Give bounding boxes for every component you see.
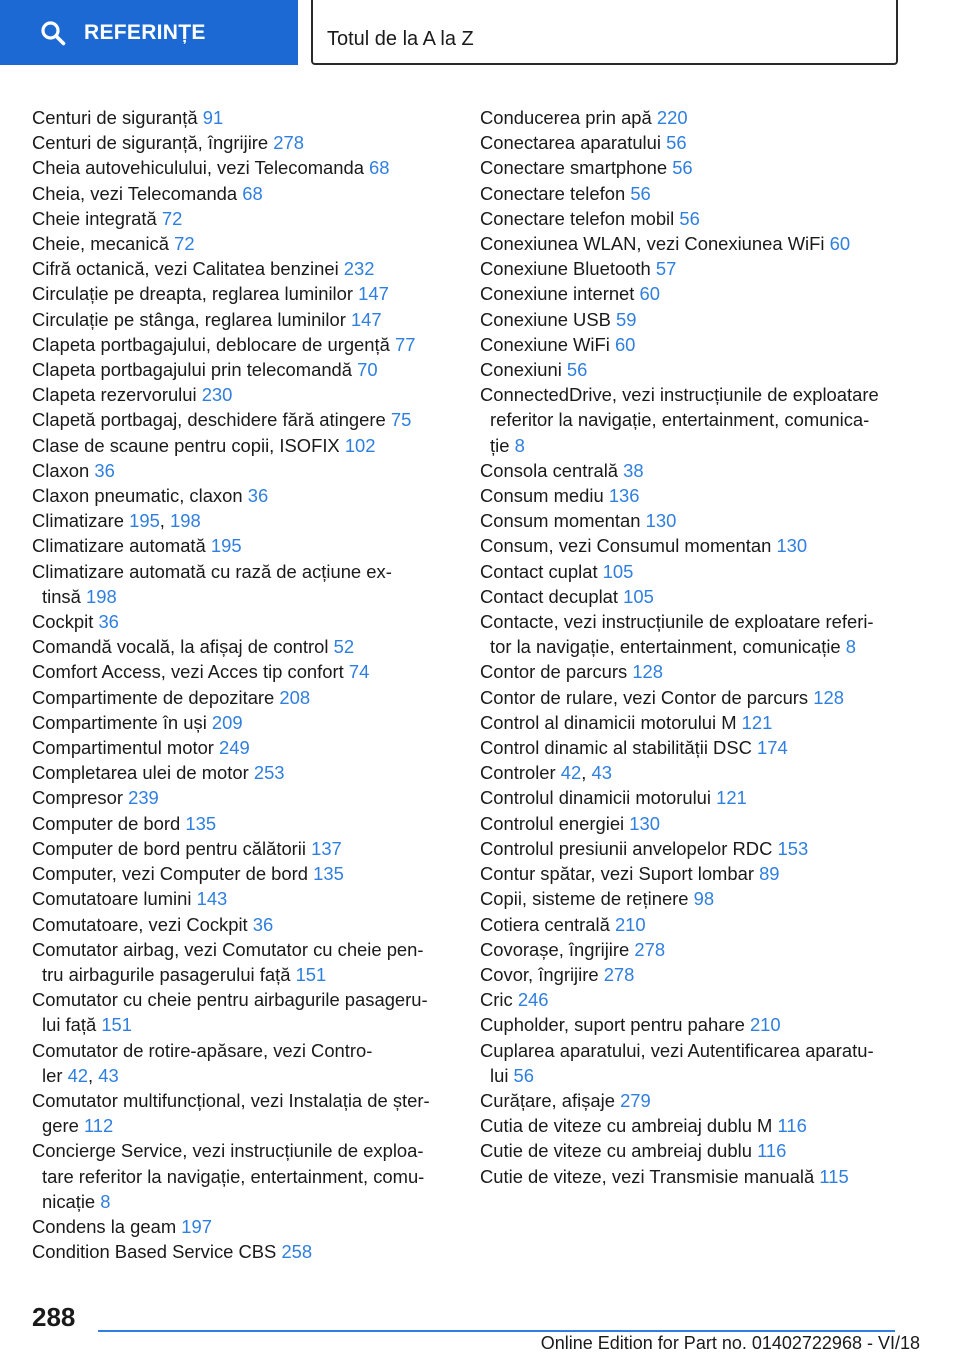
page-link[interactable]: 60	[639, 283, 660, 305]
page-link[interactable]: 130	[629, 812, 660, 834]
index-entry	[480, 1138, 900, 1163]
index-entry	[32, 861, 452, 886]
index-entry-continuation	[42, 1113, 452, 1138]
index-entry-term: Comutatoare lumini	[32, 888, 192, 910]
index-entry-term: Climatizare automată cu rază de acțiune ex-	[32, 560, 392, 582]
index-entry-term: Consum momentan	[480, 510, 641, 532]
index-entry-term: Comandă vocală, la afișaj de control	[32, 636, 329, 658]
index-entry-term: Contur spătar, vezi Suport lombar	[480, 863, 754, 885]
index-entry-term: Compartimentul motor	[32, 737, 214, 759]
index-entry	[32, 609, 452, 634]
footer-divider	[98, 1330, 895, 1332]
page-link[interactable]: 72	[174, 233, 195, 255]
index-entry-term: Consum, vezi Consumul momentan	[480, 535, 772, 557]
index-entry-term: Compartimente de depozitare	[32, 686, 275, 708]
page-link[interactable]: 105	[602, 560, 634, 582]
index-entry-term: Clase de scaune pentru copii, ISOFIX	[32, 434, 340, 456]
page-link[interactable]: 8	[100, 1190, 111, 1212]
page-link[interactable]: 42	[560, 762, 582, 784]
page-link[interactable]: 151	[101, 1014, 132, 1036]
index-entry-term: Comutator multifuncțional, vezi Instalația de șter-	[32, 1089, 430, 1111]
index-entry-term: Cutie de viteze, vezi Transmisie manuală	[480, 1165, 815, 1187]
index-entry-term: Cuplarea aparatului, vezi Autentificarea aparatu-	[480, 1039, 874, 1061]
index-entry-term: Concierge Service, vezi instrucțiunile de exploa-	[32, 1140, 424, 1162]
index-entry	[32, 433, 452, 458]
page-link[interactable]: 246	[517, 989, 549, 1011]
page-link[interactable]: 209	[211, 711, 243, 733]
index-entry-term: ConnectedDrive, vezi instrucțiunile de exploatare	[480, 384, 879, 406]
page-link[interactable]: 98	[693, 888, 715, 910]
index-entry-term: Conexiuni	[480, 359, 562, 381]
index-entry-term: Cheia, vezi Telecomanda	[32, 182, 238, 204]
page-link[interactable]: 75	[390, 409, 412, 431]
index-entry	[32, 685, 452, 710]
index-entry	[480, 1038, 900, 1088]
index-entry	[32, 1038, 452, 1088]
page-link[interactable]: 278	[634, 938, 666, 960]
index-entry	[32, 357, 452, 382]
index-entry-term: Controlul energiei	[480, 812, 625, 834]
index-entry-term: Contor de rulare, vezi Contor de parcurs	[480, 686, 809, 708]
page-link[interactable]: 105	[623, 585, 654, 607]
index-entry	[480, 1012, 900, 1037]
index-entry-term: Compresor	[32, 787, 123, 809]
page-link[interactable]: 89	[759, 863, 780, 885]
index-entry	[480, 307, 900, 332]
page-link[interactable]: 278	[273, 132, 304, 154]
page-link[interactable]: 102	[344, 434, 376, 456]
page-link[interactable]: 74	[348, 661, 370, 683]
index-entry-continuation	[42, 1189, 452, 1214]
index-entry	[32, 256, 452, 281]
page-link[interactable]: 143	[196, 888, 228, 910]
index-entry-term: Curățare, afișaje	[480, 1089, 615, 1111]
section-title-box	[311, 0, 898, 65]
page-link[interactable]: 232	[343, 258, 375, 280]
page-link[interactable]: 153	[777, 837, 809, 859]
page-link[interactable]: 128	[813, 686, 844, 708]
index-entry	[480, 508, 900, 533]
page-link[interactable]: 42	[67, 1064, 89, 1086]
index-entry	[480, 559, 900, 584]
index-entry-continuation	[42, 584, 452, 609]
index-entry-term: Controlul presiunii anvelopelor RDC	[480, 837, 773, 859]
page-link[interactable]: 258	[281, 1241, 313, 1263]
index-entry-term: Consum mediu	[480, 485, 604, 507]
index-entry	[480, 987, 900, 1012]
index-entry	[32, 483, 452, 508]
index-column-left	[32, 105, 452, 1264]
page-link[interactable]: 249	[219, 737, 250, 759]
page-link[interactable]: 36	[94, 459, 115, 481]
index-entry	[480, 1113, 900, 1138]
index-entry-continuation: referitor la navigație, entertainment, comunica-	[490, 409, 870, 431]
index-entry-term: Conexiune USB	[480, 308, 611, 330]
index-entry	[480, 256, 900, 281]
page-link[interactable]: 136	[608, 485, 640, 507]
index-entry: Climatizare 195, 198	[32, 510, 201, 532]
page-link[interactable]: 56	[679, 207, 700, 229]
index-entry	[32, 382, 452, 407]
index-entry-term: Cotiera centrală	[480, 913, 610, 935]
page-link[interactable]: 72	[161, 207, 183, 229]
page-link[interactable]: 43	[591, 762, 612, 784]
index-entry-term: Cutie de viteze cu ambreiaj dublu	[480, 1140, 752, 1162]
index-entry-term: Controler	[480, 762, 556, 784]
page-link[interactable]: 210	[749, 1014, 781, 1036]
index-entry-term: Clapeta portbagajului, deblocare de urgență	[32, 333, 390, 355]
index-entry	[480, 710, 900, 735]
index-entry	[480, 105, 900, 130]
index-entry	[480, 659, 900, 684]
index-entry-continuation-text: lui față	[42, 1014, 97, 1036]
index-entry-term: Cupholder, suport pentru pahare	[480, 1014, 745, 1036]
index-entry-term: Comutator airbag, vezi Comutator cu cheie pen-	[32, 938, 424, 960]
page-link[interactable]: 128	[632, 661, 664, 683]
index-entry-term: Contacte, vezi instrucțiunile de exploatare referi-	[480, 611, 874, 633]
index-entry	[32, 533, 452, 558]
index-entry-continuation: tare referitor la navigație, entertainment, comu-	[42, 1165, 425, 1187]
index-entry	[32, 634, 452, 659]
index-entry	[480, 382, 900, 458]
index-entry	[480, 458, 900, 483]
index-entry	[32, 912, 452, 937]
index-entry	[32, 987, 452, 1037]
index-entry-term: Conexiune Bluetooth	[480, 258, 651, 280]
index-entry	[32, 785, 452, 810]
references-tab-label: REFERINȚE	[84, 20, 206, 44]
index-entry-continuation	[42, 1012, 452, 1037]
index-entry-term: Covor, îngrijire	[480, 963, 599, 985]
index-entry-term: Contor de parcurs	[480, 661, 628, 683]
index-entry	[32, 811, 452, 836]
index-entry	[480, 609, 900, 659]
index-entry-term: Cheie integrată	[32, 207, 157, 229]
page-link[interactable]: 239	[128, 787, 159, 809]
index-entry-term: Centuri de siguranță, îngrijire	[32, 132, 269, 154]
index-entry-term: Covorașe, îngrijire	[480, 938, 630, 960]
page-link[interactable]: 59	[615, 308, 637, 330]
page-link[interactable]: 147	[350, 308, 382, 330]
index-entry-term: Conexiunea WLAN, vezi Conexiunea WiFi	[480, 233, 825, 255]
index-entry	[32, 307, 452, 332]
index-entry: Controler 42, 43	[480, 762, 612, 784]
page-link[interactable]: 135	[313, 863, 344, 885]
index-entry	[480, 836, 900, 861]
index-entry-continuation-text: tinsă	[42, 585, 81, 607]
index-entry-term: Conectare telefon	[480, 182, 626, 204]
index-entry	[32, 1239, 452, 1264]
index-entry	[480, 685, 900, 710]
index-entry-term: Circulație pe dreapta, reglarea luminilor	[32, 283, 353, 305]
index-entry	[32, 559, 452, 609]
index-entry	[480, 155, 900, 180]
index-entry-term: Conectare telefon mobil	[480, 207, 675, 229]
page-link[interactable]: 56	[630, 182, 651, 204]
index-entry	[480, 533, 900, 558]
index-entry	[480, 231, 900, 256]
index-entry-term: Contact cuplat	[480, 560, 598, 582]
page-link[interactable]: 220	[656, 107, 688, 128]
index-entry-term: Cheia autovehiculului, vezi Telecomanda	[32, 157, 364, 179]
index-entry-term: Climatizare automată	[32, 535, 206, 557]
page-link[interactable]: 279	[620, 1089, 651, 1111]
index-entry-continuation-text: tru airbagurile pasagerului față	[42, 963, 291, 985]
index-entry	[32, 181, 452, 206]
index-entry-continuation-text: gere	[42, 1115, 79, 1137]
index-entry	[32, 130, 452, 155]
references-tab[interactable]	[0, 0, 298, 65]
page-link[interactable]: 198	[85, 585, 117, 607]
index-entry	[480, 281, 900, 306]
index-entry-term: Claxon	[32, 459, 90, 481]
page-link[interactable]: 130	[776, 535, 808, 557]
page-link[interactable]: 253	[253, 762, 285, 784]
index-entry	[480, 181, 900, 206]
page-link[interactable]: 52	[333, 636, 355, 658]
index-entry	[480, 332, 900, 357]
page-link[interactable]: 116	[757, 1140, 787, 1162]
index-entry-term: Contact decuplat	[480, 585, 619, 607]
index-entry	[480, 811, 900, 836]
index-entry-term: Claxon pneumatic, claxon	[32, 485, 243, 507]
index-entry	[480, 785, 900, 810]
page-link[interactable]: 38	[623, 459, 644, 481]
index-entry	[480, 886, 900, 911]
index-entry	[32, 659, 452, 684]
index-entry	[32, 231, 452, 256]
page-link[interactable]: 68	[242, 182, 263, 204]
page-link[interactable]: 115	[819, 1165, 849, 1187]
page-link[interactable]: 57	[655, 258, 677, 280]
index-entry-term: Conectarea aparatului	[480, 132, 661, 154]
index-entry-term: Computer, vezi Computer de bord	[32, 863, 308, 885]
index-entry	[480, 1164, 900, 1189]
index-entry-term: Compartimente în uși	[32, 711, 207, 733]
index-entry	[32, 1214, 452, 1239]
index-entry-term: Comfort Access, vezi Acces tip confort	[32, 661, 344, 683]
index-entry	[480, 735, 900, 760]
index-column-right	[480, 105, 900, 1189]
page-link[interactable]: 278	[603, 963, 635, 985]
index-entry-term: Climatizare	[32, 510, 124, 532]
index-entry-term: Cric	[480, 989, 513, 1011]
index-entry-term: Comutatoare, vezi Cockpit	[32, 913, 248, 935]
page-link[interactable]: 56	[566, 359, 588, 381]
index-entry	[480, 1088, 900, 1113]
page-link[interactable]: 36	[247, 485, 269, 507]
index-entry-term: Conducerea prin apă	[480, 107, 652, 128]
index-entry	[32, 1088, 452, 1138]
index-entry	[32, 1138, 452, 1214]
page-link[interactable]: 147	[358, 283, 389, 305]
page-link[interactable]: 121	[716, 787, 747, 809]
page-link[interactable]: 137	[311, 837, 342, 859]
index-entry	[32, 332, 452, 357]
page-link[interactable]: 70	[357, 359, 378, 381]
page-link[interactable]: 77	[394, 333, 416, 355]
page-link[interactable]: 116	[777, 1115, 807, 1137]
page-link[interactable]: 135	[185, 812, 217, 834]
index-entry-continuation: ler 42, 43	[42, 1064, 119, 1086]
index-entry-term: Comutator de rotire-apăsare, vezi Contro-	[32, 1039, 373, 1061]
index-entry-term: Cheie, mecanică	[32, 233, 169, 255]
index-entry	[32, 105, 452, 130]
index-entry-term: Computer de bord pentru călătorii	[32, 837, 306, 859]
index-entry-term: Conexiune WiFi	[480, 333, 610, 355]
index-entry-term: Completarea ulei de motor	[32, 762, 249, 784]
page-link[interactable]: 195	[210, 535, 242, 557]
index-entry	[32, 735, 452, 760]
index-entry-term: Cifră octanică, vezi Calitatea benzinei	[32, 258, 339, 280]
index-entry-term: Cockpit	[32, 611, 94, 633]
index-entry	[480, 130, 900, 155]
index-entry	[480, 962, 900, 987]
page-link[interactable]: 197	[181, 1215, 212, 1237]
page-link[interactable]: 151	[295, 963, 327, 985]
index-entry-continuation	[42, 962, 452, 987]
index-entry-continuation-text: lui	[490, 1064, 509, 1086]
index-entry-term: Clapetă portbagaj, deschidere fără atingere	[32, 409, 386, 431]
index-entry-continuation	[490, 634, 900, 659]
index-entry-term: Controlul dinamicii motorului	[480, 787, 711, 809]
page-link[interactable]: 174	[757, 737, 788, 759]
page-link[interactable]: 60	[614, 333, 636, 355]
page-link[interactable]: 56	[672, 157, 693, 179]
index-entry-term: Condens la geam	[32, 1215, 177, 1237]
index-entry	[32, 155, 452, 180]
index-entry	[480, 912, 900, 937]
index-entry	[480, 483, 900, 508]
page-link[interactable]: 91	[202, 107, 224, 128]
page-link[interactable]: 36	[98, 611, 119, 633]
index-entry	[32, 886, 452, 911]
index-entry	[32, 206, 452, 231]
page-link[interactable]: 36	[252, 913, 274, 935]
index-entry-term: Clapeta portbagajului prin telecomandă	[32, 359, 353, 381]
page-link[interactable]: 43	[98, 1064, 119, 1086]
page-link[interactable]: 208	[279, 686, 311, 708]
page-link[interactable]: 112	[83, 1115, 114, 1137]
index-entry-continuation-text: nicație	[42, 1190, 96, 1212]
index-entry-continuation	[490, 1063, 900, 1088]
page-link[interactable]: 8	[845, 636, 856, 658]
search-icon	[40, 20, 66, 46]
index-entry-term: Centuri de siguranță	[32, 107, 198, 128]
page-link[interactable]: 8	[514, 434, 525, 456]
index-entry	[480, 206, 900, 231]
index-entry-continuation-text: tor la navigație, entertainment, comunicație	[490, 636, 841, 658]
index-entry-term: Condition Based Service CBS	[32, 1241, 277, 1263]
index-entry-term: Conexiune internet	[480, 283, 635, 305]
page-link[interactable]: 130	[645, 510, 677, 532]
index-entry-continuation-text: ție	[490, 434, 510, 456]
index-entry	[32, 458, 452, 483]
section-title: Totul de la A la Z	[327, 28, 474, 50]
index-entry	[32, 836, 452, 861]
index-entry-continuation-text: ler	[42, 1064, 63, 1086]
index-entry-term: Control dinamic al stabilității DSC	[480, 737, 752, 759]
page-link[interactable]: 56	[666, 132, 687, 154]
index-entry-term: Circulație pe stânga, reglarea luminilor	[32, 308, 346, 330]
index-entry	[32, 407, 452, 432]
index-entry-continuation	[490, 433, 900, 458]
edition-text: Online Edition for Part no. 01402722968 - VI/18	[540, 1333, 920, 1353]
index-entry	[32, 710, 452, 735]
index-entry-term: Conectare smartphone	[480, 157, 668, 179]
page-link[interactable]: 60	[829, 233, 851, 255]
index-entry	[480, 861, 900, 886]
index-entry	[480, 357, 900, 382]
page-link[interactable]: 210	[614, 913, 646, 935]
index-entry	[480, 584, 900, 609]
page-link[interactable]: 230	[201, 384, 233, 406]
page-link[interactable]: 68	[369, 157, 390, 179]
index-entry-term: Cutia de viteze cu ambreiaj dublu M	[480, 1115, 773, 1137]
index-entry-term: Consola centrală	[480, 459, 619, 481]
index-entry-term: Clapeta rezervorului	[32, 384, 197, 406]
index-entry-term: Control al dinamicii motorului M	[480, 711, 737, 733]
page-link[interactable]: 121	[741, 711, 773, 733]
index-entry	[480, 937, 900, 962]
index-entry	[32, 760, 452, 785]
index-entry-term: Computer de bord	[32, 812, 181, 834]
index-entry	[32, 281, 452, 306]
page-link[interactable]: 195	[129, 510, 160, 532]
index-entry	[32, 937, 452, 987]
page-link[interactable]: 56	[513, 1064, 534, 1086]
index-entry-term: Comutator cu cheie pentru airbagurile pasageru-	[32, 989, 428, 1011]
index-entry-term: Copii, sisteme de reținere	[480, 888, 689, 910]
page-link[interactable]: 198	[170, 510, 201, 532]
page-number: 288	[32, 1302, 76, 1332]
